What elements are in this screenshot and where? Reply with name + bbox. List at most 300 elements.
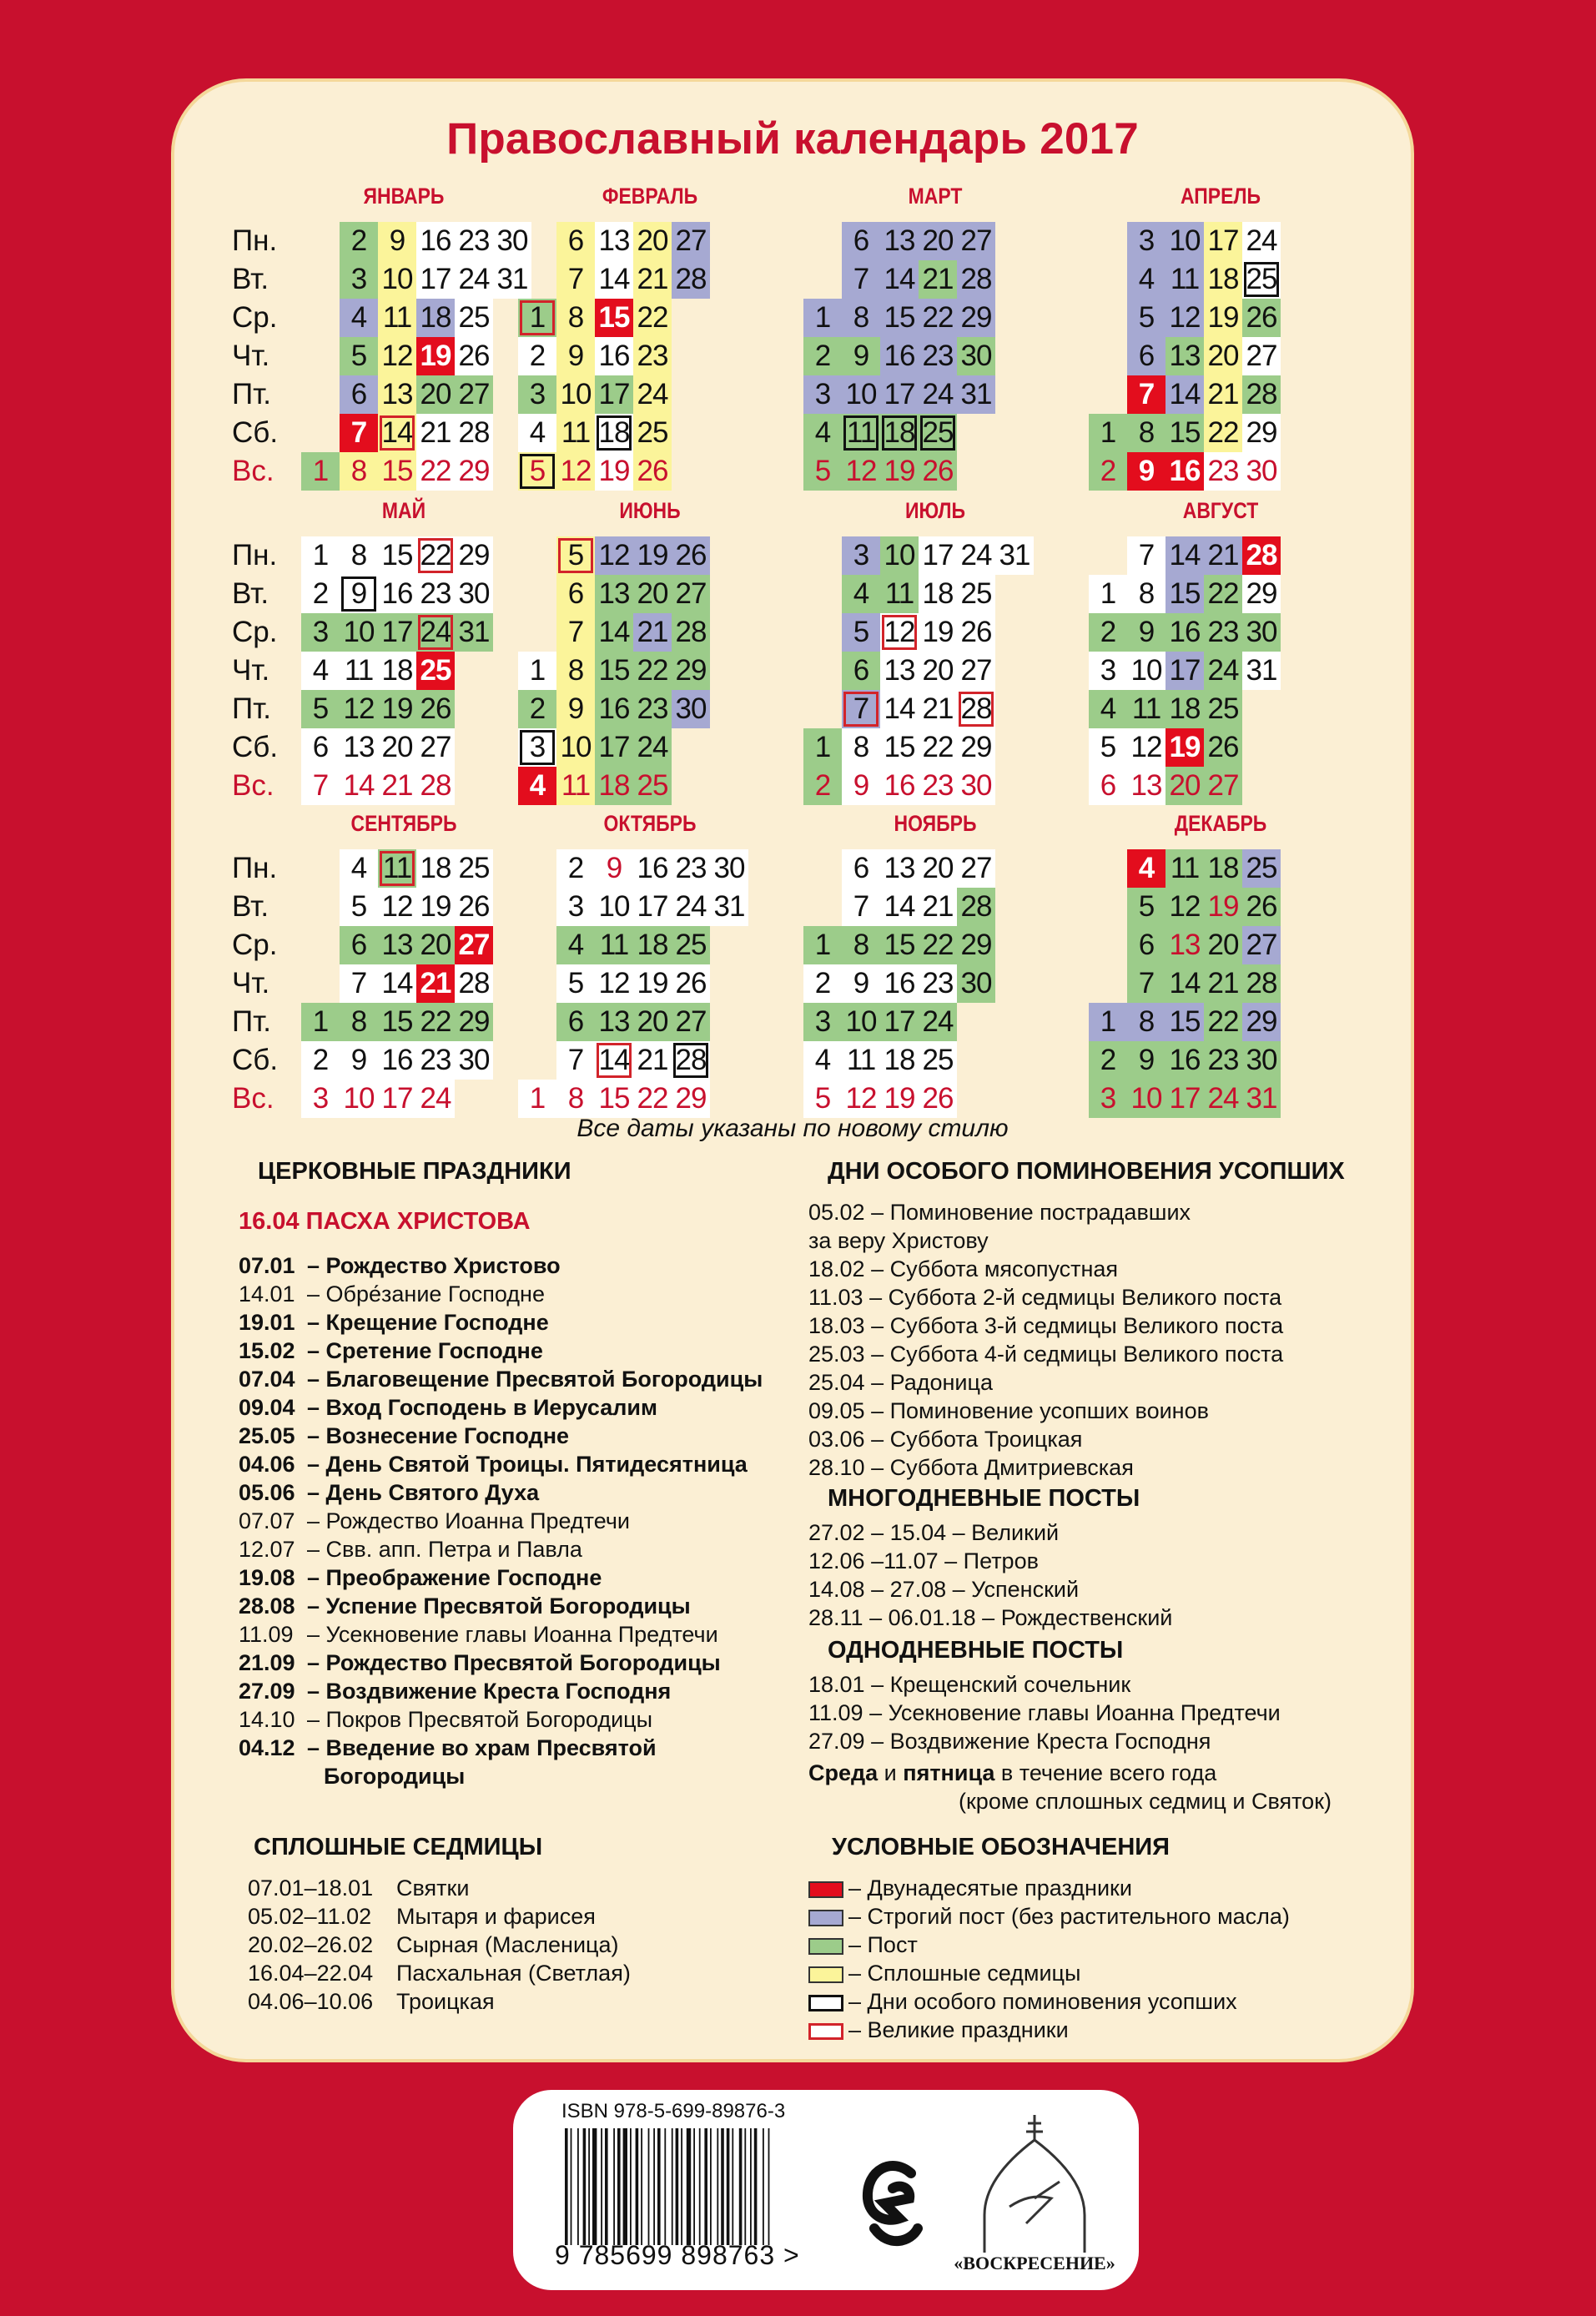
holiday-name: – День Святого Духа [307, 1480, 540, 1505]
holiday-item [239, 1251, 763, 1280]
legend-swatch [808, 1995, 843, 2011]
weekday-label: Сб. [232, 1044, 279, 1076]
page-title: Православный календарь 2017 [446, 114, 1139, 164]
day-cell: 3 [301, 1080, 340, 1118]
day-cell: 24 [455, 260, 493, 299]
and-word: и [878, 1760, 904, 1785]
day-cell: 1 [301, 1003, 340, 1041]
day-cell: 6 [301, 728, 340, 767]
day-cell: 15 [880, 728, 919, 767]
holiday-item [239, 1762, 763, 1790]
day-cell: 21 [1204, 964, 1242, 1003]
day-cell: 29 [957, 926, 995, 964]
day-cell: 13 [1166, 926, 1204, 964]
day-cell: 23 [672, 849, 710, 888]
weekday-label: Пн. [232, 224, 278, 257]
day-cell: 6 [1127, 337, 1166, 375]
day-cell: 16 [880, 767, 919, 805]
day-cell: 21 [1204, 536, 1242, 575]
holiday-name: – Воздвижение Креста Господня [307, 1679, 672, 1704]
day-cell: 19 [378, 690, 416, 728]
day-cell: 29 [1242, 575, 1281, 613]
day-cell: 17 [880, 1003, 919, 1041]
day-cell: 9 [556, 690, 595, 728]
day-cell: 10 [842, 375, 880, 414]
voskresenie-logo-icon [951, 2115, 1118, 2265]
weekday-label: Вс. [232, 1082, 274, 1115]
day-cell: 10 [595, 888, 633, 926]
day-cell: 19 [595, 452, 633, 491]
day-cell: 5 [556, 964, 595, 1003]
remembrance-item: 09.05 – Поминовение усопших воинов [808, 1398, 1209, 1423]
day-cell: 8 [340, 452, 378, 491]
legend-swatch [808, 1938, 843, 1955]
day-cell: 4 [518, 767, 556, 805]
day-cell: 14 [378, 964, 416, 1003]
month-grid [174, 82, 1411, 1166]
day-cell: 16 [1166, 452, 1204, 491]
day-cell: 28 [672, 1041, 710, 1080]
day-cell: 31 [710, 888, 748, 926]
day-cell: 9 [842, 767, 880, 805]
holiday-name: – Благовещение Пресвятой Богородицы [307, 1367, 763, 1392]
continuous-weeks-list [248, 1874, 631, 2016]
day-cell: 26 [1242, 888, 1281, 926]
day-cell: 26 [1204, 728, 1242, 767]
day-cell: 3 [803, 375, 842, 414]
legend-label: – Пост [848, 1932, 918, 1957]
day-cell: 1 [803, 926, 842, 964]
day-cell: 23 [416, 1041, 455, 1080]
day-cell: 12 [556, 452, 595, 491]
continuous-week-item [248, 1931, 631, 1959]
date-style-note: Все даты указаны по новому стилю [576, 1115, 1009, 1142]
day-cell: 29 [455, 1003, 493, 1041]
day-cell: 28 [455, 964, 493, 1003]
day-cell: 19 [633, 536, 672, 575]
continuous-week-item [248, 1987, 631, 2016]
day-cell: 19 [919, 613, 957, 652]
week-dates: 07.01–18.01 [248, 1875, 374, 1901]
day-cell: 21 [919, 888, 957, 926]
day-cell: 27 [1242, 926, 1281, 964]
holiday-date: 19.01 [239, 1310, 295, 1335]
day-cell: 10 [1166, 222, 1204, 260]
day-cell: 18 [1204, 260, 1242, 299]
day-cell: 7 [340, 414, 378, 452]
day-cell: 1 [803, 299, 842, 337]
weekday-label: Пн. [232, 539, 278, 571]
weekday-label: Вт. [232, 577, 269, 610]
day-cell: 9 [1127, 452, 1166, 491]
month-title: МАРТ [908, 184, 963, 209]
day-cell: 4 [1127, 849, 1166, 888]
day-cell: 24 [633, 375, 672, 414]
day-cell: 30 [710, 849, 748, 888]
day-cell: 4 [340, 849, 378, 888]
day-cell: 11 [556, 414, 595, 452]
day-cell: 1 [301, 452, 340, 491]
day-cell: 11 [1166, 849, 1204, 888]
day-cell: 1 [518, 299, 556, 337]
day-cell: 27 [957, 652, 995, 690]
day-cell: 7 [1127, 536, 1166, 575]
day-cell: 8 [1127, 575, 1166, 613]
continuous-week-item [248, 1874, 631, 1902]
day-cell: 7 [556, 1041, 595, 1080]
day-cell: 24 [1204, 652, 1242, 690]
day-cell: 14 [378, 414, 416, 452]
holiday-item [239, 1535, 763, 1563]
calendar-panel [171, 78, 1414, 2062]
day-cell: 26 [919, 1080, 957, 1118]
day-cell: 13 [1166, 337, 1204, 375]
remembrance-item: 05.02 – Поминовение пострадавших [808, 1200, 1191, 1225]
holiday-name: – Рождество Христово [307, 1253, 561, 1278]
day-cell: 28 [1242, 536, 1281, 575]
day-cell: 22 [919, 728, 957, 767]
day-cell: 13 [378, 926, 416, 964]
legend-label: – Великие праздники [848, 2017, 1069, 2042]
day-cell: 1 [1089, 414, 1127, 452]
day-cell: 22 [633, 299, 672, 337]
fast-item: 14.08 – 27.08 – Успенский [808, 1577, 1080, 1602]
day-cell: 16 [416, 222, 455, 260]
day-cell: 26 [455, 337, 493, 375]
day-cell: 31 [455, 613, 493, 652]
day-cell: 14 [880, 260, 919, 299]
day-cell: 9 [842, 964, 880, 1003]
weekday-label: Ср. [232, 929, 278, 961]
day-cell: 7 [1127, 964, 1166, 1003]
day-cell: 18 [919, 575, 957, 613]
day-cell: 7 [842, 690, 880, 728]
day-cell: 6 [556, 1003, 595, 1041]
day-cell: 8 [1127, 414, 1166, 452]
month-title: ФЕВРАЛЬ [602, 184, 698, 209]
day-cell: 28 [1242, 964, 1281, 1003]
remembrance-list [808, 1198, 1283, 1482]
day-cell: 4 [301, 652, 340, 690]
remembrance-item: 25.03 – Суббота 4-й седмицы Великого поста [808, 1342, 1284, 1367]
holiday-item [239, 1705, 763, 1734]
day-cell: 26 [1242, 299, 1281, 337]
day-cell: 2 [803, 964, 842, 1003]
day-cell: 25 [919, 414, 957, 452]
day-cell: 12 [1166, 299, 1204, 337]
month-title: ИЮЛЬ [905, 498, 965, 523]
day-cell: 5 [340, 337, 378, 375]
day-cell: 13 [340, 728, 378, 767]
legend-swatch [808, 2023, 843, 2040]
holiday-date: 25.05 [239, 1423, 295, 1448]
day-cell: 22 [919, 299, 957, 337]
day-cell: 24 [416, 613, 455, 652]
day-cell: 25 [455, 299, 493, 337]
day-cell: 7 [340, 964, 378, 1003]
fast-item: 28.11 – 06.01.18 – Рождественский [808, 1605, 1173, 1630]
day-cell: 6 [1089, 767, 1127, 805]
day-cell: 9 [595, 849, 633, 888]
month-title: АВГУСТ [1182, 498, 1259, 523]
day-cell: 15 [1166, 575, 1204, 613]
holiday-name: – Успение Пресвятой Богородицы [307, 1594, 691, 1619]
day-cell: 11 [340, 652, 378, 690]
day-cell: 25 [633, 767, 672, 805]
remembrance-item: 18.03 – Суббота 3-й седмицы Великого поста [808, 1313, 1284, 1338]
week-name: Святки [396, 1875, 470, 1901]
day-cell: 8 [1127, 1003, 1166, 1041]
day-cell: 20 [416, 926, 455, 964]
day-cell: 4 [1089, 690, 1127, 728]
remembrance-item: 18.02 – Суббота мясопустная [808, 1256, 1119, 1281]
day-cell: 24 [957, 536, 995, 575]
voskresenie-logo-text: «ВОСКРЕСЕНИЕ» [954, 2253, 1115, 2273]
day-cell: 3 [1127, 222, 1166, 260]
day-cell: 16 [1166, 613, 1204, 652]
day-cell: 16 [880, 964, 919, 1003]
day-cell: 2 [1089, 452, 1127, 491]
holiday-date: 05.06 [239, 1480, 295, 1505]
day-cell: 27 [957, 222, 995, 260]
day-cell: 17 [1166, 1080, 1204, 1118]
day-cell: 9 [842, 337, 880, 375]
day-cell: 27 [672, 575, 710, 613]
day-cell: 30 [455, 1041, 493, 1080]
day-cell: 27 [957, 849, 995, 888]
day-cell: 22 [1204, 414, 1242, 452]
day-cell: 21 [416, 964, 455, 1003]
holiday-name: Богородицы [324, 1764, 466, 1789]
day-cell: 19 [416, 888, 455, 926]
month-title: ОКТЯБРЬ [603, 811, 697, 836]
holiday-date: 14.01 [239, 1281, 295, 1307]
day-cell: 6 [842, 222, 880, 260]
day-cell: 23 [1204, 613, 1242, 652]
day-cell: 20 [1166, 767, 1204, 805]
day-cell: 14 [595, 260, 633, 299]
day-cell: 31 [1242, 1080, 1281, 1118]
day-cell: 9 [340, 575, 378, 613]
day-cell: 31 [1242, 652, 1281, 690]
day-cell: 9 [340, 1041, 378, 1080]
day-cell: 12 [340, 690, 378, 728]
day-cell: 15 [880, 299, 919, 337]
week-name: Мытаря и фарисея [396, 1904, 596, 1929]
eksmo-logo-icon [859, 2148, 926, 2257]
day-cell: 22 [1204, 575, 1242, 613]
week-dates: 05.02–11.02 [248, 1904, 372, 1929]
day-cell: 2 [803, 337, 842, 375]
wed-word: Среда [808, 1760, 879, 1785]
church-holidays-heading: ЦЕРКОВНЫЕ ПРАЗДНИКИ [258, 1158, 571, 1185]
day-cell: 10 [378, 260, 416, 299]
day-cell: 16 [1166, 1041, 1204, 1080]
day-cell: 20 [919, 222, 957, 260]
day-cell: 15 [378, 536, 416, 575]
holiday-date: 21.09 [239, 1650, 295, 1675]
week-name: Сырная (Масленица) [396, 1932, 619, 1957]
month-title: ЯНВАРЬ [363, 184, 445, 209]
day-cell: 29 [1242, 1003, 1281, 1041]
day-cell: 16 [595, 690, 633, 728]
day-cell: 2 [518, 337, 556, 375]
day-cell: 17 [919, 536, 957, 575]
day-cell: 3 [340, 260, 378, 299]
legend-item [808, 1931, 918, 1959]
day-cell: 6 [556, 222, 595, 260]
day-cell: 3 [301, 613, 340, 652]
day-cell: 27 [1242, 337, 1281, 375]
day-cell: 26 [919, 452, 957, 491]
day-cell: 27 [672, 222, 710, 260]
day-cell: 27 [672, 1003, 710, 1041]
day-cell: 22 [1204, 1003, 1242, 1041]
day-cell: 20 [919, 849, 957, 888]
day-cell: 4 [518, 414, 556, 452]
week-name: Троицкая [396, 1989, 495, 2014]
day-cell: 23 [1204, 1041, 1242, 1080]
day-cell: 30 [1242, 1041, 1281, 1080]
day-cell: 18 [880, 1041, 919, 1080]
day-cell: 2 [340, 222, 378, 260]
day-cell: 22 [416, 452, 455, 491]
day-cell: 19 [1166, 728, 1204, 767]
day-cell: 16 [880, 337, 919, 375]
day-cell: 4 [842, 575, 880, 613]
weekday-label: Чт. [232, 967, 270, 999]
day-cell: 4 [803, 1041, 842, 1080]
day-cell: 28 [672, 260, 710, 299]
day-cell: 23 [455, 222, 493, 260]
wed-fri-note [808, 1759, 1332, 1815]
day-cell: 1 [301, 536, 340, 575]
day-cell: 21 [378, 767, 416, 805]
day-cell: 30 [672, 690, 710, 728]
weekday-label: Пт. [232, 1005, 272, 1038]
day-cell: 10 [880, 536, 919, 575]
holiday-date: 14.10 [239, 1707, 295, 1732]
day-cell: 15 [880, 926, 919, 964]
isbn-text: ISBN 978-5-699-89876-3 [561, 2100, 786, 2122]
day-cell: 8 [556, 299, 595, 337]
day-cell: 7 [1127, 375, 1166, 414]
holiday-item [239, 1507, 763, 1535]
holiday-date: 04.12 [239, 1735, 295, 1760]
day-cell: 17 [880, 375, 919, 414]
day-cell: 5 [1127, 888, 1166, 926]
holiday-item [239, 1478, 763, 1507]
day-cell: 24 [416, 1080, 455, 1118]
day-cell: 14 [595, 613, 633, 652]
day-cell: 12 [1127, 728, 1166, 767]
day-cell: 30 [455, 575, 493, 613]
day-cell: 5 [518, 452, 556, 491]
holiday-name: – Усекновение главы Иоанна Предтечи [307, 1622, 718, 1647]
day-cell: 17 [416, 260, 455, 299]
day-cell: 11 [842, 414, 880, 452]
month-title: ИЮНЬ [619, 498, 681, 523]
day-cell: 28 [957, 260, 995, 299]
day-cell: 5 [803, 452, 842, 491]
holiday-name: – Сретение Господне [307, 1338, 543, 1363]
weekday-label: Сб. [232, 416, 279, 449]
day-cell: 22 [919, 926, 957, 964]
day-cell: 19 [880, 1080, 919, 1118]
day-cell: 13 [880, 849, 919, 888]
day-cell: 6 [556, 575, 595, 613]
day-cell: 7 [556, 260, 595, 299]
day-cell: 8 [556, 1080, 595, 1118]
day-cell: 10 [842, 1003, 880, 1041]
day-cell: 2 [803, 767, 842, 805]
day-cell: 4 [803, 414, 842, 452]
day-cell: 12 [880, 613, 919, 652]
day-cell: 27 [455, 375, 493, 414]
day-cell: 5 [301, 690, 340, 728]
holiday-item [239, 1422, 763, 1450]
weekday-label: Чт. [232, 340, 270, 372]
day-cell: 30 [493, 222, 531, 260]
remembrance-item: 28.10 – Суббота Дмитриевская [808, 1455, 1134, 1480]
day-cell: 20 [1204, 926, 1242, 964]
day-cell: 4 [340, 299, 378, 337]
legend-swatch [808, 1966, 843, 1983]
day-cell: 13 [880, 222, 919, 260]
day-cell: 19 [1204, 299, 1242, 337]
remembrance-item: за веру Христову [808, 1228, 989, 1253]
legend-item [808, 1874, 1132, 1902]
day-cell: 29 [957, 728, 995, 767]
week-dates: 16.04–22.04 [248, 1961, 374, 1986]
day-cell: 3 [556, 888, 595, 926]
day-cell: 29 [455, 452, 493, 491]
day-cell: 17 [378, 1080, 416, 1118]
remembrance-heading: ДНИ ОСОБОГО ПОМИНОВЕНИЯ УСОПШИХ [828, 1158, 1345, 1185]
day-cell: 13 [1127, 767, 1166, 805]
day-cell: 28 [957, 888, 995, 926]
weekday-label: Вс. [232, 769, 274, 802]
legend-label: – Двунадесятые праздники [848, 1875, 1132, 1901]
day-cell: 20 [378, 728, 416, 767]
day-cell: 27 [416, 728, 455, 767]
holiday-date: 04.06 [239, 1452, 295, 1477]
day-cell: 2 [518, 690, 556, 728]
legend-swatch [808, 1910, 843, 1926]
day-cell: 31 [957, 375, 995, 414]
all-year: в течение всего года [994, 1760, 1217, 1785]
remembrance-item: 11.03 – Суббота 2-й седмицы Великого поста [808, 1285, 1282, 1310]
day-cell: 21 [633, 613, 672, 652]
day-cell: 19 [416, 337, 455, 375]
weekday-label: Вт. [232, 263, 269, 295]
day-cell: 1 [518, 652, 556, 690]
day-cell: 12 [378, 337, 416, 375]
day-cell: 28 [957, 690, 995, 728]
day-cell: 28 [455, 414, 493, 452]
day-cell: 3 [518, 375, 556, 414]
holiday-name: – Рождество Пресвятой Богородицы [307, 1650, 721, 1675]
week-dates: 04.06–10.06 [248, 1989, 374, 2014]
day-cell: 13 [595, 575, 633, 613]
holiday-date: 09.04 [239, 1395, 295, 1420]
day-cell: 9 [378, 222, 416, 260]
day-cell: 2 [1089, 613, 1127, 652]
one-day-fasts-list [808, 1670, 1281, 1755]
day-cell: 12 [595, 964, 633, 1003]
day-cell: 18 [880, 414, 919, 452]
day-cell: 1 [1089, 575, 1127, 613]
